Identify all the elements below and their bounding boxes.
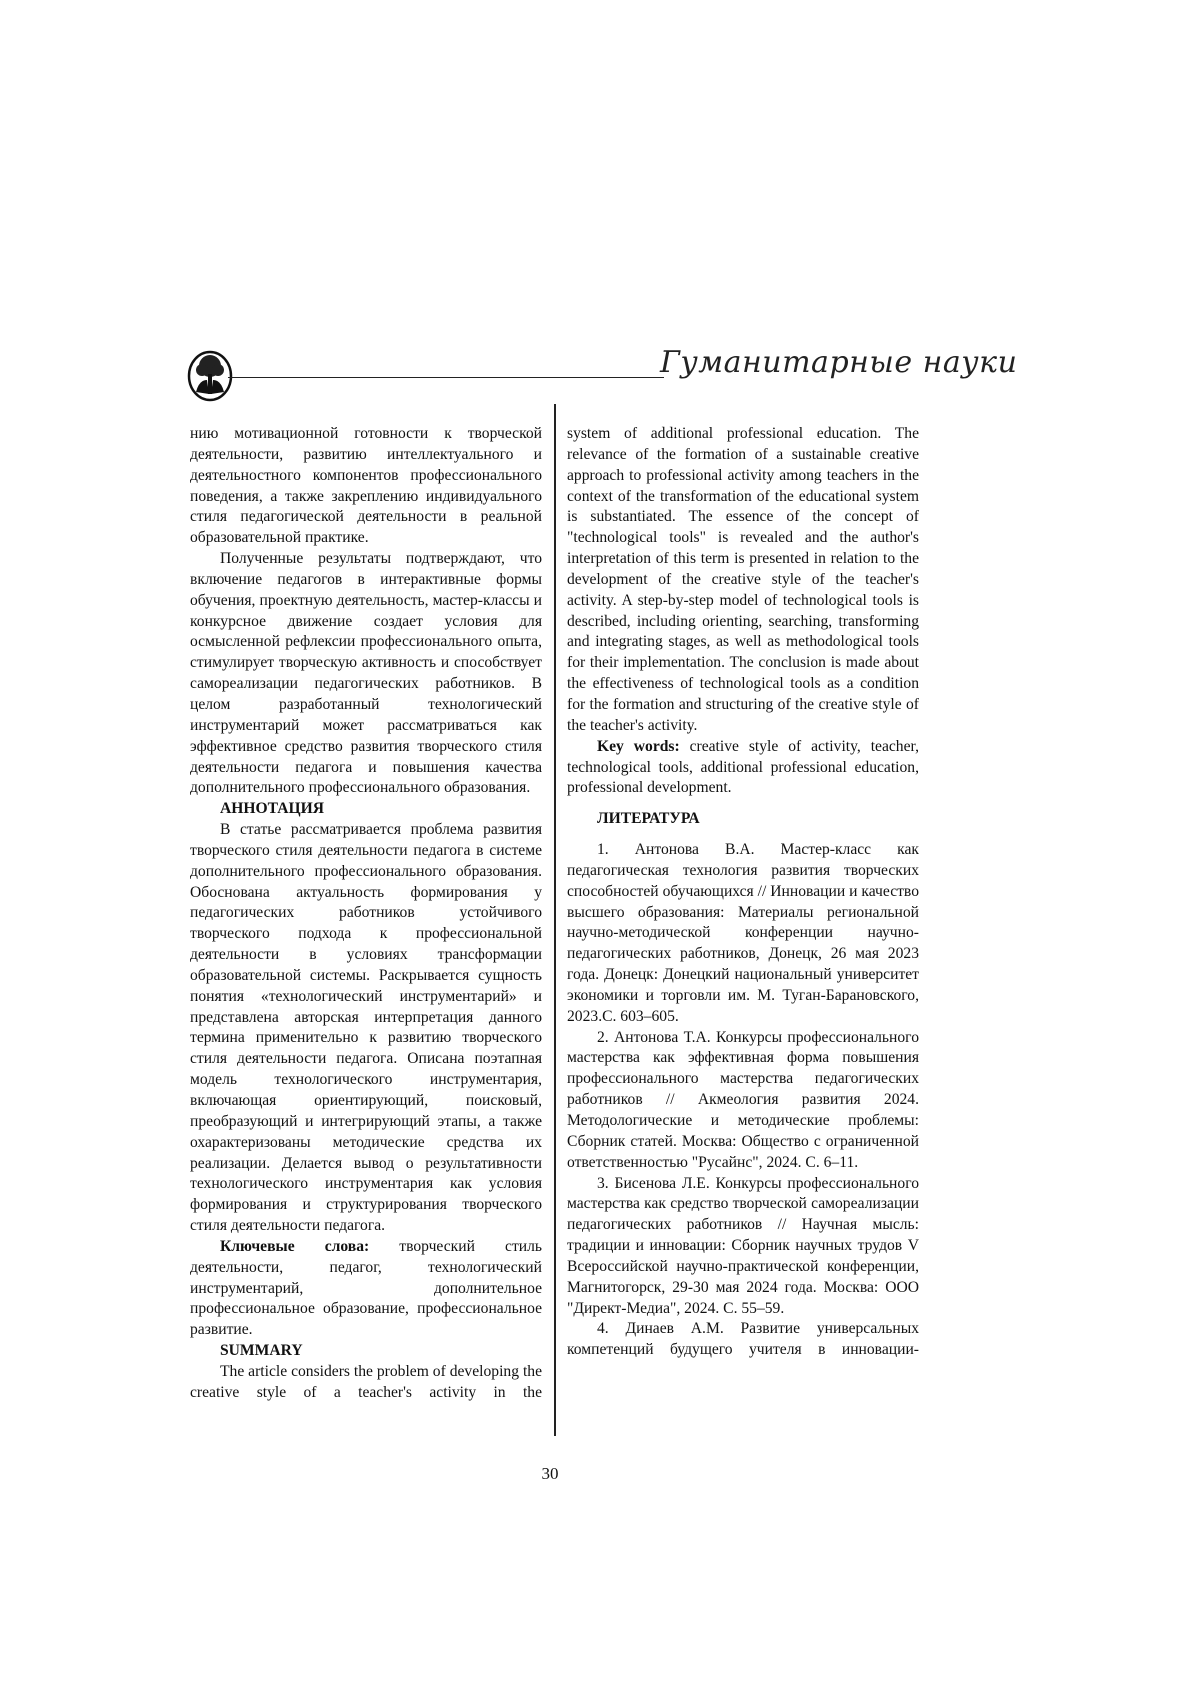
keywords-label: Ключевые слова: [220, 1237, 370, 1255]
keywords-text: creative style of activity, teacher, technological tools, additional professional education, professional development. [567, 737, 919, 797]
right-column [567, 424, 919, 1361]
reference-item: 3. Бисенова Л.Е. Конкурсы профессионального мастерства как средство творческой самореализации педагогических работников // Научная мысль: традиции и инновации: Сборник научных трудов V Всероссийской научно-практической конференции, Магнитогорск, 29-30 мая 2024 года. Москва: ООО "Директ-Медиа", 2024. С. 55–59. [567, 1174, 919, 1317]
keywords-ru [190, 1237, 542, 1341]
annotation-text: В статье рассматривается проблема развития творческого стиля деятельности педагога в системе дополнительного профессионального образования. Обоснована актуальность формирования у педагогических работников устойчивого творческого подхода к профессиональной деятельности в условиях трансформации образовательной системы. Раскрывается сущность понятия «технологический инструментарий» и представлена авторская интерпретация данного термина применительно к развитию творческого стиля деятельности педагога. Описана поэтапная модель технологического инструментария, включающая ориентирующий, поисковый, преобразующий и интегрирующий этапы, а также охарактеризованы методические средства их реализации. Делается вывод о результативности технологического инструментария как условия формирования и структурирования творческого стиля деятельности педагога. [190, 821, 542, 1235]
running-title: Гуманитарные науки [660, 345, 1018, 380]
keywords-en [567, 737, 919, 800]
paragraph: нию мотивационной готовности к творческой деятельности, развитию интеллектуального и деятельностного компонентов профессионального поведения, а также закреплению индивидуального стиля педагогической деятельности в реальной образовательной практике. [190, 425, 542, 547]
summary-text-continued: system of additional professional education. The relevance of the formation of a sustainable creative approach to professional activity among teachers in the context of the transformation of the educational system is substantiated. The essence of the concept of "technological tools" is revealed and the author's interpretation of this term is presented in relation to the development of the creative style of the teacher's activity. A step-by-step model of technological tools is described, including orienting, searching, transforming and integrating stages, as well as methodological tools for their implementation. The conclusion is made about the effectiveness of technological tools as a condition for the formation and structuring of the creative style of the teacher's activity. [567, 425, 919, 734]
page-number: 30 [541, 1464, 559, 1483]
references-heading: ЛИТЕРАТУРА [597, 810, 700, 828]
keywords-label: Key words: [597, 737, 680, 755]
left-column [190, 424, 542, 1404]
reference-item: 4. Динаев А.М. Развитие универсальных компетенций будущего учителя в инновации- [567, 1320, 919, 1359]
column-divider [554, 404, 556, 1436]
reference-item: 2. Антонова Т.А. Конкурсы профессионального мастерства как эффективная форма повышения профессионального мастерства педагогических работников // Акмеология развития 2024. Методологические и методические проблемы: Сборник статей. Москва: Общество с ограниченной ответственностью "Русайнс", 2024. С. 6–11. [567, 1028, 919, 1171]
reference-item: 1. Антонова В.А. Мастер-класс как педагогическая технология развития творческих способностей обучающихся // Инновации и качество высшего образования: Материалы региональной научно-методической конференции научно-педагогических работников, Донецк, 26 мая 2023 года. Донецк: Донецкий национальный университет экономики и торговли им. М. Туган-Барановского, 2023.С. 603–605. [567, 841, 919, 1025]
summary-heading: SUMMARY [220, 1342, 303, 1360]
paragraph: Полученные результаты подтверждают, что включение педагогов в интерактивные формы обучения, проектную деятельность, мастер-классы и конкурсное движение создает условия для осмысленной рефлексии профессионального опыта, стимулирует творческую активность и способствует самореализации педагогических работников. В целом разработанный технологический инструментарий может рассматриваться как эффективное средство развития творческого стиля деятельности педагога и повышения качества дополнительного профессионального образования. [190, 550, 542, 797]
keywords-text: творческий стиль деятельности, педагог, технологический инструментарий, дополнительное профессиональное образование, профессиональное развитие. [190, 1237, 542, 1339]
annotation-heading: АННОТАЦИЯ [220, 800, 325, 818]
summary-text-start: The article considers the problem of developing the creative style of a teacher's activity in the [190, 1362, 542, 1401]
header-rule [228, 377, 664, 378]
journal-logo-icon [187, 350, 233, 402]
